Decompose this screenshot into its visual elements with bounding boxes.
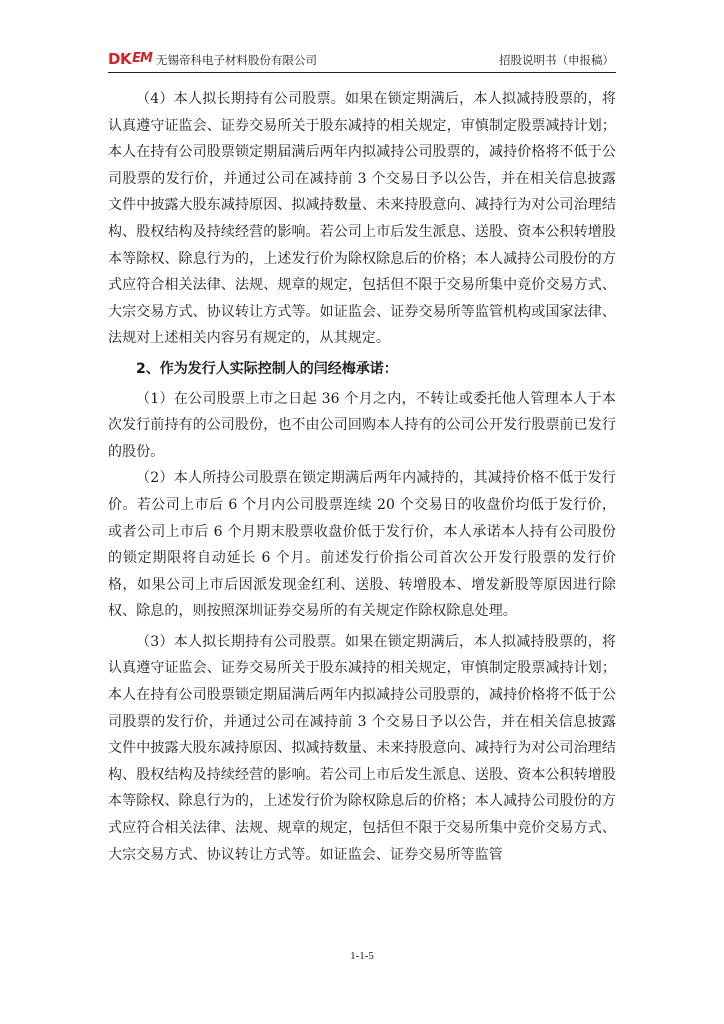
logo-text-em: EM bbox=[132, 51, 152, 66]
paragraph-1: （4）本人拟长期持有公司股票。如果在锁定期满后，本人拟减持股票的，将认真遵守证监会、证券交易所关于股东减持的相关规定，审慎制定股票减持计划；本人在持有公司股票锁定期届满后两年内拟减持公司股票的，减持价格将不低于公司股票的发行价，并通过公司在减持前 3 个交易日予以公告，并在相关信息披露文件中披露大股东减持原因、拟减持数量、未来持股意向、减持行为对公司治理结构、股权结构及持续经营的影响。若公司上市后发生派息、送股、资本公积转增股本等除权、除息行为的，上述发行价为除权除息后的价格；本人减持公司股份的方式应符合相关法律、法规、规章的规定，包括但不限于交易所集中竞价交易方式、大宗交易方式、协议转让方式等。如证监会、证券交易所等监管机构或国家法律、法规对上述相关内容另有规定的，从其规定。 bbox=[108, 91, 616, 347]
company-name: 无锡帝科电子材料股份有限公司 bbox=[156, 53, 317, 67]
page-body bbox=[108, 86, 616, 868]
paragraph-2: （1）在公司股票上市之日起 36 个月之内，不转让或委托他人管理本人于本次发行前持有的公司股份，也不由公司回购本人持有的公司公开发行股票前已发行的股份。 bbox=[108, 390, 616, 460]
paragraph-3: （2）本人所持公司股票在锁定期满后两年内减持的，其减持价格不低于发行价。若公司上市后 6 个月内公司股票连续 20 个交易日的收盘价均低于发行价，或者公司上市后 6 个月期末股票收盘价低于发行价，本人承诺本人持有公司股份的锁定期限将自动延长 6 个月。前述发行价指公司首次公开发行股票的发行价格，如果公司上市后因派发现金红利、送股、转增股本、增发新股等原因进行除权、除息的，则按照深圳证券交易所的有关规定作除权除息处理。 bbox=[108, 470, 616, 620]
company-logo bbox=[108, 51, 152, 67]
paragraph-4: （3）本人拟长期持有公司股票。如果在锁定期满后，本人拟减持股票的，将认真遵守证监会、证券交易所关于股东减持的相关规定，审慎制定股票减持计划；本人在持有公司股票锁定期届满后两年内拟减持公司股票的，减持价格将不低于公司股票的发行价，并通过公司在减持前 3 个交易日予以公告，并在相关信息披露文件中披露大股东减持原因、拟减持数量、未来持股意向、减持行为对公司治理结构、股权结构及持续经营的影响。若公司上市后发生派息、送股、资本公积转增股本等除权、除息行为的，上述发行价为除权除息后的价格；本人减持公司股份的方式应符合相关法律、法规、规章的规定，包括但不限于交易所集中竞价交易方式、大宗交易方式、协议转让方式等。如证监会、证券交易所等监管 bbox=[108, 633, 616, 863]
page-number: 1-1-5 bbox=[350, 950, 374, 962]
logo-text-dk: DK bbox=[108, 50, 132, 68]
document-title: 招股说明书（申报稿） bbox=[499, 53, 614, 67]
page-header bbox=[108, 50, 616, 73]
section-heading: 2、作为发行人实际控制人的闫经梅承诺： bbox=[136, 360, 398, 377]
